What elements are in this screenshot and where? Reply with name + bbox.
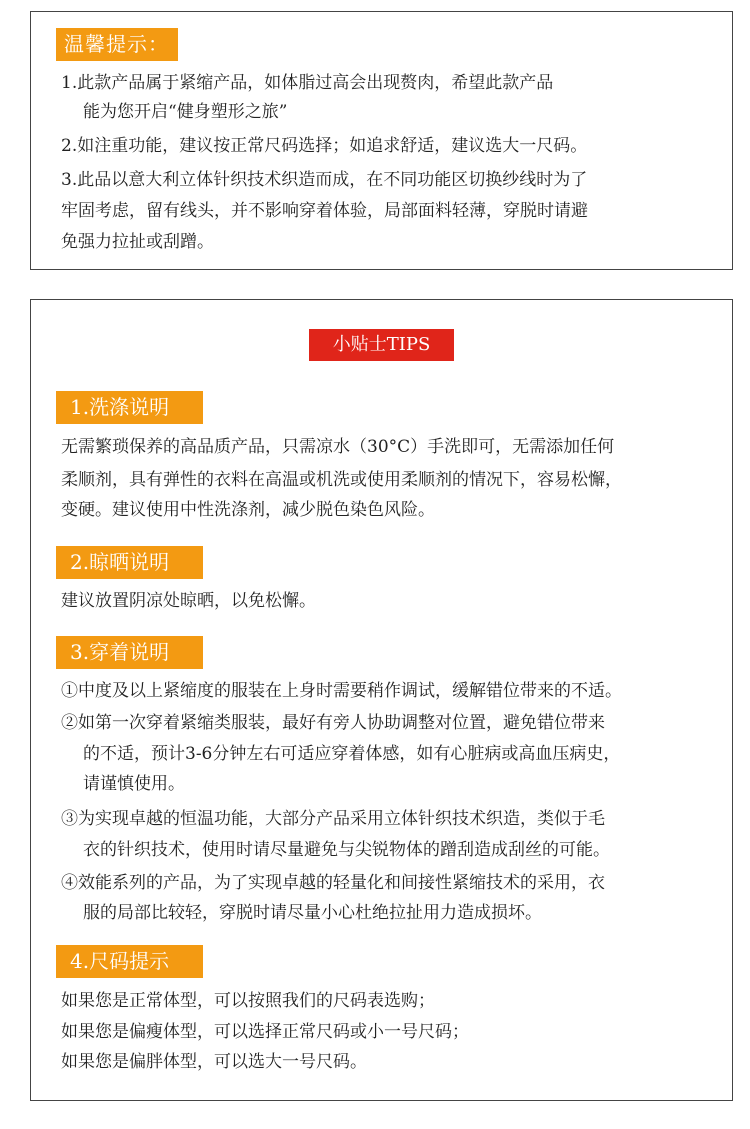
- drying-line: 建议放置阴凉处晾晒，以免松懈。: [61, 591, 316, 611]
- washing-line: 柔顺剂，具有弹性的衣料在高温或机洗或使用柔顺剂的情况下，容易松懈，: [61, 470, 622, 490]
- size-line: 如果您是偏胖体型，可以选大一号尺码。: [61, 1052, 367, 1072]
- wearing-line: ④效能系列的产品，为了实现卓越的轻量化和间接性紧缩技术的采用，衣: [61, 873, 605, 893]
- wearing-line: 请谨慎使用。: [83, 774, 185, 794]
- notice-line: 牢固考虑，留有线头，并不影响穿着体验，局部面料轻薄，穿脱时请避: [61, 201, 588, 221]
- tips-box: [30, 299, 733, 1101]
- notice-box: [30, 11, 733, 270]
- notice-line: 能为您开启“健身塑形之旅”: [83, 102, 288, 122]
- section-heading-size: 4.尺码提示: [56, 945, 203, 978]
- notice-line: 1.此款产品属于紧缩产品，如体脂过高会出现赘肉，希望此款产品: [61, 73, 554, 93]
- section-heading-drying: 2.晾晒说明: [56, 546, 203, 579]
- wearing-line: ①中度及以上紧缩度的服装在上身时需要稍作调试，缓解错位带来的不适。: [61, 681, 622, 701]
- size-line: 如果您是偏瘦体型，可以选择正常尺码或小一号尺码；: [61, 1022, 469, 1042]
- notice-line: 2.如注重功能，建议按正常尺码选择；如追求舒适，建议选大一尺码。: [61, 136, 588, 156]
- tips-title: 小贴士TIPS: [309, 329, 454, 361]
- notice-line: 免强力拉扯或刮蹭。: [61, 232, 214, 252]
- notice-title: 温馨提示：: [56, 28, 178, 61]
- wearing-line: 的不适，预计3-6分钟左右可适应穿着体感，如有心脏病或高血压病史，: [83, 744, 621, 764]
- wearing-line: 服的局部比较轻，穿脱时请尽量小心杜绝拉扯用力造成损坏。: [83, 903, 542, 923]
- size-line: 如果您是正常体型，可以按照我们的尺码表选购；: [61, 991, 435, 1011]
- washing-line: 变硬。建议使用中性洗涤剂，减少脱色染色风险。: [61, 500, 435, 520]
- section-heading-wearing: 3.穿着说明: [56, 636, 203, 669]
- washing-line: 无需繁琐保养的高品质产品，只需凉水（30°C）手洗即可，无需添加任何: [61, 437, 615, 457]
- wearing-line: ③为实现卓越的恒温功能，大部分产品采用立体针织技术织造，类似于毛: [61, 809, 605, 829]
- notice-line: 3.此品以意大利立体针织技术织造而成，在不同功能区切换纱线时为了: [61, 170, 588, 190]
- wearing-line: ②如第一次穿着紧缩类服装，最好有旁人协助调整对位置，避免错位带来: [61, 713, 605, 733]
- section-heading-washing: 1.洗涤说明: [56, 391, 203, 424]
- wearing-line: 衣的针织技术，使用时请尽量避免与尖锐物体的蹭刮造成刮丝的可能。: [83, 840, 610, 860]
